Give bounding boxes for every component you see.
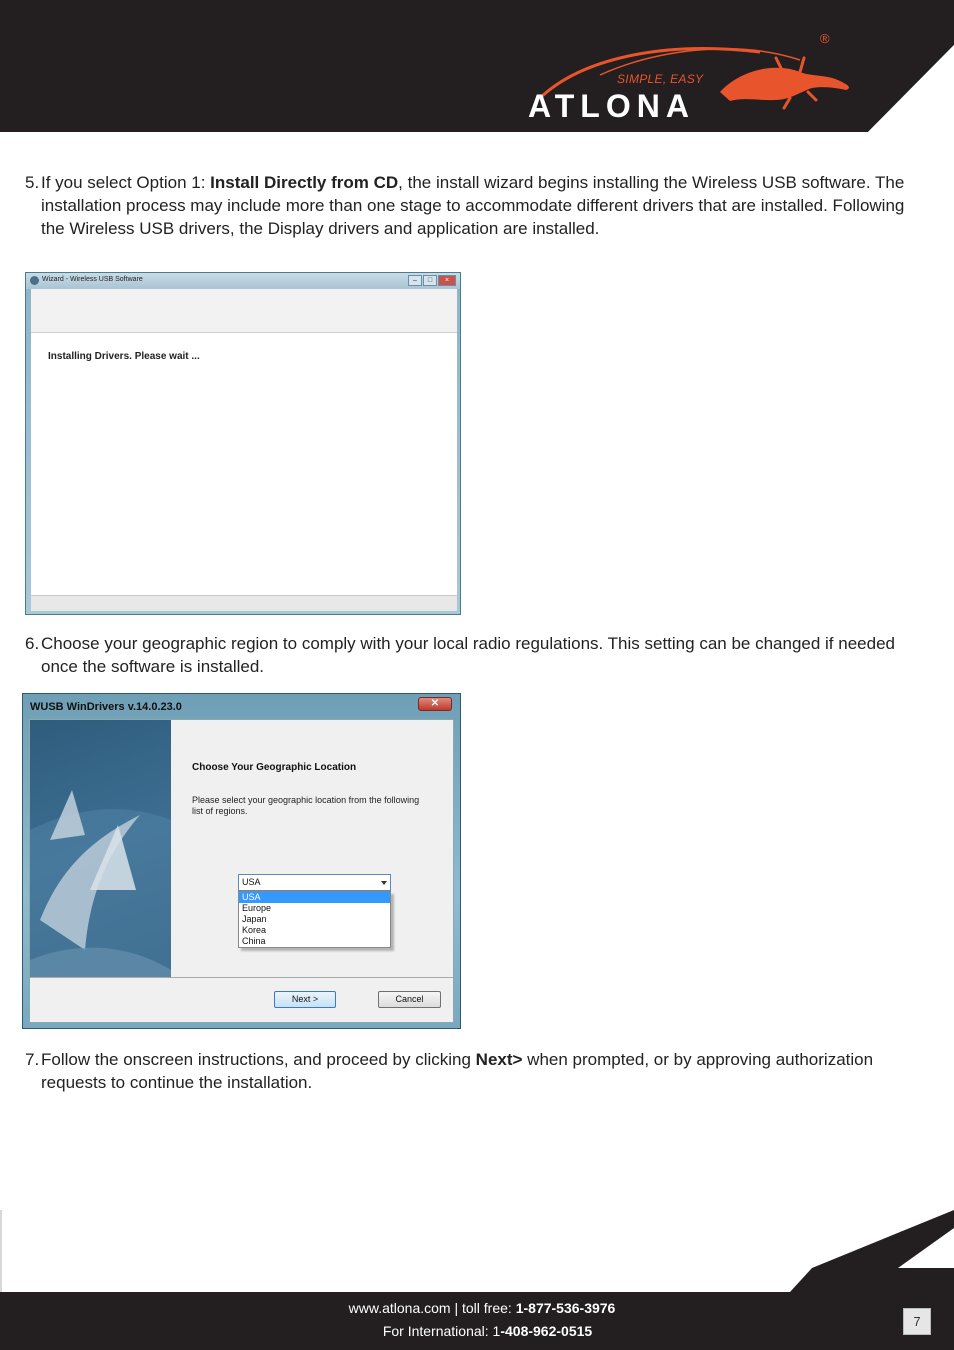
page-header: [0, 0, 954, 132]
region-select-value: USA: [242, 877, 261, 887]
step-text: If you select Option 1: Install Directly from CD, the install wizard begins installing the Wireless USB software. The installation process may include more than one stage to accommodate different drivers that are installed. Following the Wireless USB drivers, the Display drivers and application are installed.: [41, 173, 905, 238]
step-number: 7.: [25, 1050, 40, 1069]
next-button[interactable]: Next >: [274, 991, 336, 1008]
banner-graphic-icon: [30, 720, 171, 977]
header-band: [0, 0, 954, 132]
next-label-bold: Next>: [475, 1050, 523, 1069]
page-description: Please select your geographic location from the following list of regions.: [192, 795, 420, 816]
window-title: Wizard - Wireless USB Software: [42, 276, 143, 283]
option-name: Install Directly from CD: [210, 173, 399, 192]
wizard-side-banner: [30, 720, 171, 977]
chevron-down-icon[interactable]: [381, 881, 387, 885]
step-7: [25, 1048, 905, 1094]
install-status-message: Installing Drivers. Please wait ...: [48, 351, 200, 362]
window-title: WUSB WinDrivers v.14.0.23.0: [30, 701, 182, 713]
install-wizard-window: [25, 272, 461, 615]
dialog-client-area: [29, 719, 454, 1023]
step-text: Choose your geographic region to comply with your local radio regulations. This setting can be changed if needed once the software is installed.: [41, 634, 895, 676]
geographic-location-window: [22, 693, 461, 1029]
title-bar: [26, 273, 460, 289]
wizard-header-panel: [31, 289, 457, 333]
wizard-content: [171, 720, 453, 977]
step-text: Follow the onscreen instructions, and proceed by clicking Next> when prompted, or by approving authorization requests to continue the installation.: [41, 1050, 874, 1092]
region-option-europe[interactable]: Europe: [242, 903, 272, 913]
maximize-icon[interactable]: □: [423, 275, 437, 286]
region-option-japan[interactable]: Japan: [242, 914, 267, 924]
logo-tagline: SIMPLE, EASY: [617, 72, 704, 86]
app-icon: [30, 276, 39, 285]
step-number: 6.: [25, 634, 40, 653]
close-button[interactable]: ✕: [418, 697, 452, 711]
window-controls: [408, 275, 456, 286]
toll-free-number: 1-877-536-3976: [515, 1300, 616, 1316]
registered-mark: ®: [820, 31, 830, 46]
footer-international-line: For International: 1-408-962-0515: [382, 1323, 593, 1339]
step-5: [25, 171, 905, 240]
step-6: [25, 632, 905, 678]
region-option-korea[interactable]: Korea: [242, 925, 267, 935]
logo-wordmark: ATLONA: [528, 88, 695, 124]
region-dropdown-list: [238, 891, 391, 948]
button-divider: [30, 977, 453, 978]
page-number: 7: [903, 1308, 931, 1335]
page-heading: Choose Your Geographic Location: [192, 762, 357, 773]
region-option-china[interactable]: China: [242, 936, 266, 946]
region-option-usa[interactable]: USA: [239, 892, 390, 903]
close-icon[interactable]: ×: [438, 275, 456, 286]
minimize-icon[interactable]: –: [408, 275, 422, 286]
step-number: 5.: [25, 173, 40, 192]
international-number: -408-962-0515: [500, 1323, 593, 1339]
footer-contact-line: www.atlona.com | toll free: 1-877-536-3976: [348, 1300, 616, 1316]
region-select[interactable]: [238, 874, 391, 891]
wizard-content-panel: [31, 333, 457, 595]
cancel-button[interactable]: Cancel: [378, 991, 441, 1008]
wizard-footer-panel: [31, 595, 457, 611]
